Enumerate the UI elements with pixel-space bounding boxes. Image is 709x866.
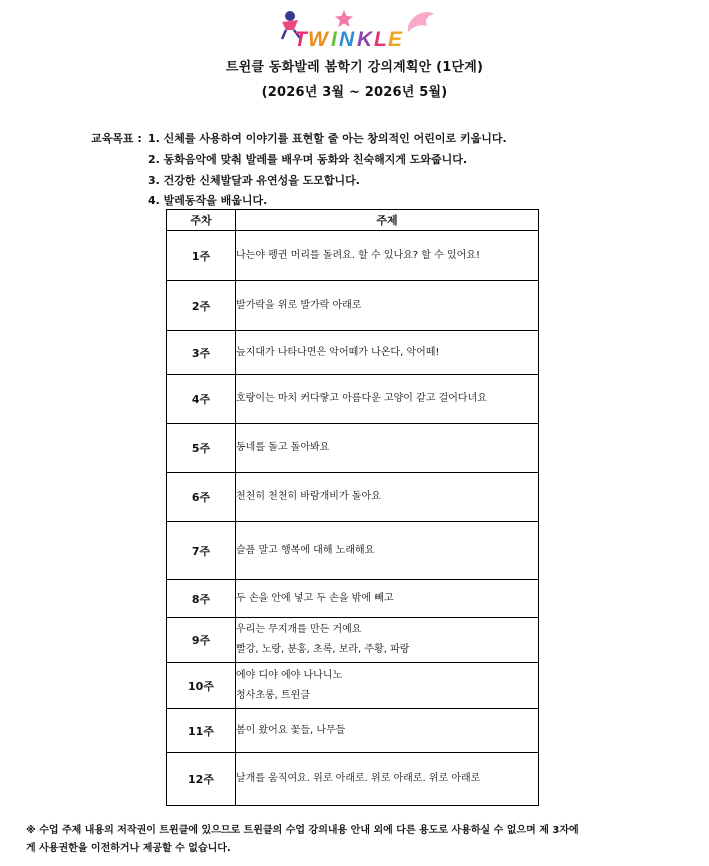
week-cell: 5주	[167, 424, 236, 473]
table-row	[167, 522, 539, 580]
goal-item-3: 3. 건강한 신체발달과 유연성을 도모합니다.	[148, 174, 360, 187]
table-row	[167, 618, 539, 663]
table-row	[167, 709, 539, 753]
svg-text:W: W	[308, 28, 328, 51]
table-row	[167, 231, 539, 281]
week-cell: 12주	[167, 753, 236, 806]
week-cell: 4주	[167, 375, 236, 424]
lesson-plan-table	[166, 209, 539, 806]
topic-cell: 두 손을 안에 넣고 두 손을 밖에 빼고	[236, 580, 539, 618]
topic-cell	[236, 663, 539, 709]
topic-cell: 날개를 움직여요. 위로 아래로. 위로 아래로. 위로 아래로	[236, 753, 539, 806]
twinkle-logo	[278, 6, 438, 52]
topic-line: 청사초롱, 트윈클	[236, 689, 310, 701]
week-cell: 9주	[167, 618, 236, 663]
goals-label: 교육목표 :	[91, 132, 142, 145]
goal-item-4: 4. 발레동작을 배웁니다.	[148, 194, 268, 207]
copyright-note-line-1: ※ 수업 주제 내용의 저작권이 트윈클에 있으므로 트윈클의 수업 강의내용 안내 외에 다른 용도로 사용하실 수 없으며 제 3자에	[26, 825, 579, 836]
wing-icon	[408, 12, 434, 32]
column-header-topic: 주제	[236, 210, 539, 231]
week-cell: 3주	[167, 331, 236, 375]
goal-item-2: 2. 동화음악에 맞춰 발레를 배우며 동화와 친숙해지게 도와줍니다.	[148, 153, 468, 166]
svg-text:N: N	[339, 28, 355, 51]
topic-line: 우리는 무지개를 만든 거예요	[236, 624, 362, 635]
topic-cell: 호랑이는 마치 커다랗고 아름다운 고양이 같고 걸어다녀요	[236, 375, 539, 424]
week-cell: 7주	[167, 522, 236, 580]
column-header-week: 주차	[167, 210, 236, 231]
copyright-note-line-2: 게 사용권한을 이전하거나 제공할 수 없습니다.	[26, 843, 231, 854]
svg-text:I: I	[331, 28, 337, 51]
topic-cell: 봄이 왔어요 꽃들, 나무들	[236, 709, 539, 753]
week-cell: 2주	[167, 281, 236, 331]
goal-item-1: 1. 신체를 사용하여 이야기를 표현할 줄 아는 창의적인 어린이로 키웁니다.	[148, 132, 507, 145]
topic-cell: 나는야 펭귄 머리를 돌려요. 할 수 있나요? 할 수 있어요!	[236, 231, 539, 281]
table-row	[167, 331, 539, 375]
week-cell: 1주	[167, 231, 236, 281]
svg-text:E: E	[388, 28, 403, 51]
table-row	[167, 580, 539, 618]
table-row	[167, 663, 539, 709]
topic-cell	[236, 618, 539, 663]
star-icon	[335, 10, 353, 27]
topic-line: 에야 디야 에야 나나니노	[236, 669, 343, 681]
copyright-note	[26, 822, 686, 858]
table-row	[167, 375, 539, 424]
week-cell: 11주	[167, 709, 236, 753]
topic-cell: 동네를 돌고 돌아봐요	[236, 424, 539, 473]
svg-text:T: T	[294, 28, 308, 51]
table-row	[167, 281, 539, 331]
table-row	[167, 473, 539, 522]
week-cell: 6주	[167, 473, 236, 522]
week-cell: 8주	[167, 580, 236, 618]
semester-period: (2026년 3월 ~ 2026년 5월)	[261, 85, 448, 100]
table-row	[167, 753, 539, 806]
page-title: 트윈클 동화발레 봄학기 강의계획안 (1단계)	[225, 60, 484, 75]
table-row	[167, 424, 539, 473]
topic-cell: 늪지대가 나타나면은 악어떼가 나온다, 악어떼!	[236, 331, 539, 375]
topic-cell: 슬픔 말고 행복에 대해 노래해요	[236, 522, 539, 580]
topic-cell: 발가락을 위로 발가락 아래로	[236, 281, 539, 331]
svg-text:K: K	[357, 28, 373, 51]
table-header-row	[167, 210, 539, 231]
week-cell: 10주	[167, 663, 236, 709]
topic-cell: 천천히 천천히 바람개비가 돌아요	[236, 473, 539, 522]
topic-line: 빨강, 노랑, 분홍, 초록, 보라, 주황, 파랑	[236, 644, 410, 655]
svg-text:L: L	[374, 28, 387, 51]
